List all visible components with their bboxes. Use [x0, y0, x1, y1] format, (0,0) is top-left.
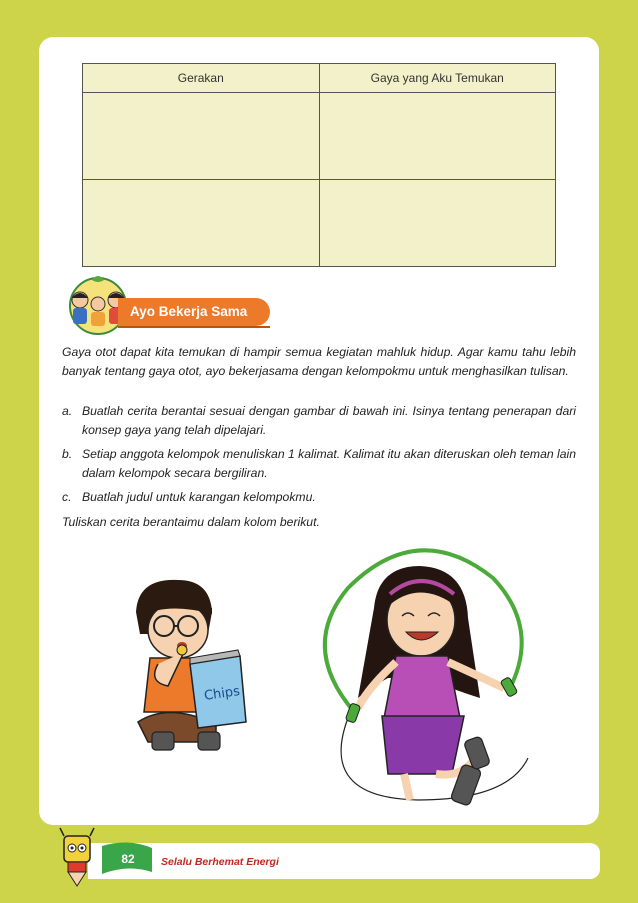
closing-line: Tuliskan cerita berantaimu dalam kolom berikut. [62, 514, 320, 529]
instruction-list [62, 402, 576, 531]
table-cell[interactable] [83, 93, 320, 180]
list-item [62, 445, 576, 482]
table-cell[interactable] [319, 93, 556, 180]
list-marker: c. [62, 490, 72, 504]
pencil-mascot-icon [54, 826, 100, 888]
page-number: 82 [121, 852, 135, 866]
chips-label: Chips [203, 684, 241, 704]
observation-table [82, 63, 556, 267]
list-item [62, 488, 576, 507]
footer-title: Selalu Berhemat Energi [161, 856, 279, 868]
table-row [83, 180, 556, 267]
intro-paragraph: Gaya otot dapat kita temukan di hampir semua kegiatan mahluk hidup. Agar kamu tahu lebih banyak tentang gaya otot, ayo bekerjasama dengan kelompokmu untuk menghasilkan tulisan. [62, 345, 576, 378]
section-banner: Ayo Bekerja Sama [118, 298, 270, 326]
list-text: Buatlah cerita berantai sesuai dengan gambar di bawah ini. Isinya tentang penerapan dari konsep gaya yang telah dipelajari. [82, 404, 576, 437]
list-text: Setiap anggota kelompok menuliskan 1 kalimat. Kalimat itu akan diteruskan oleh teman lain dalam kelompok secara bergiliran. [82, 447, 576, 480]
banner-underline [118, 326, 270, 328]
girl-skipping-rope-illustration [278, 538, 548, 830]
table-header-gaya: Gaya yang Aku Temukan [319, 64, 556, 93]
table-header-gerakan: Gerakan [83, 64, 320, 93]
list-item [62, 402, 576, 439]
boy-eating-chips-illustration [128, 572, 248, 762]
table-cell[interactable] [319, 180, 556, 267]
table-cell[interactable] [83, 180, 320, 267]
list-marker: a. [62, 404, 73, 418]
table-row [83, 93, 556, 180]
list-text: Buatlah judul untuk karangan kelompokmu. [82, 490, 316, 504]
list-marker: b. [62, 447, 73, 461]
